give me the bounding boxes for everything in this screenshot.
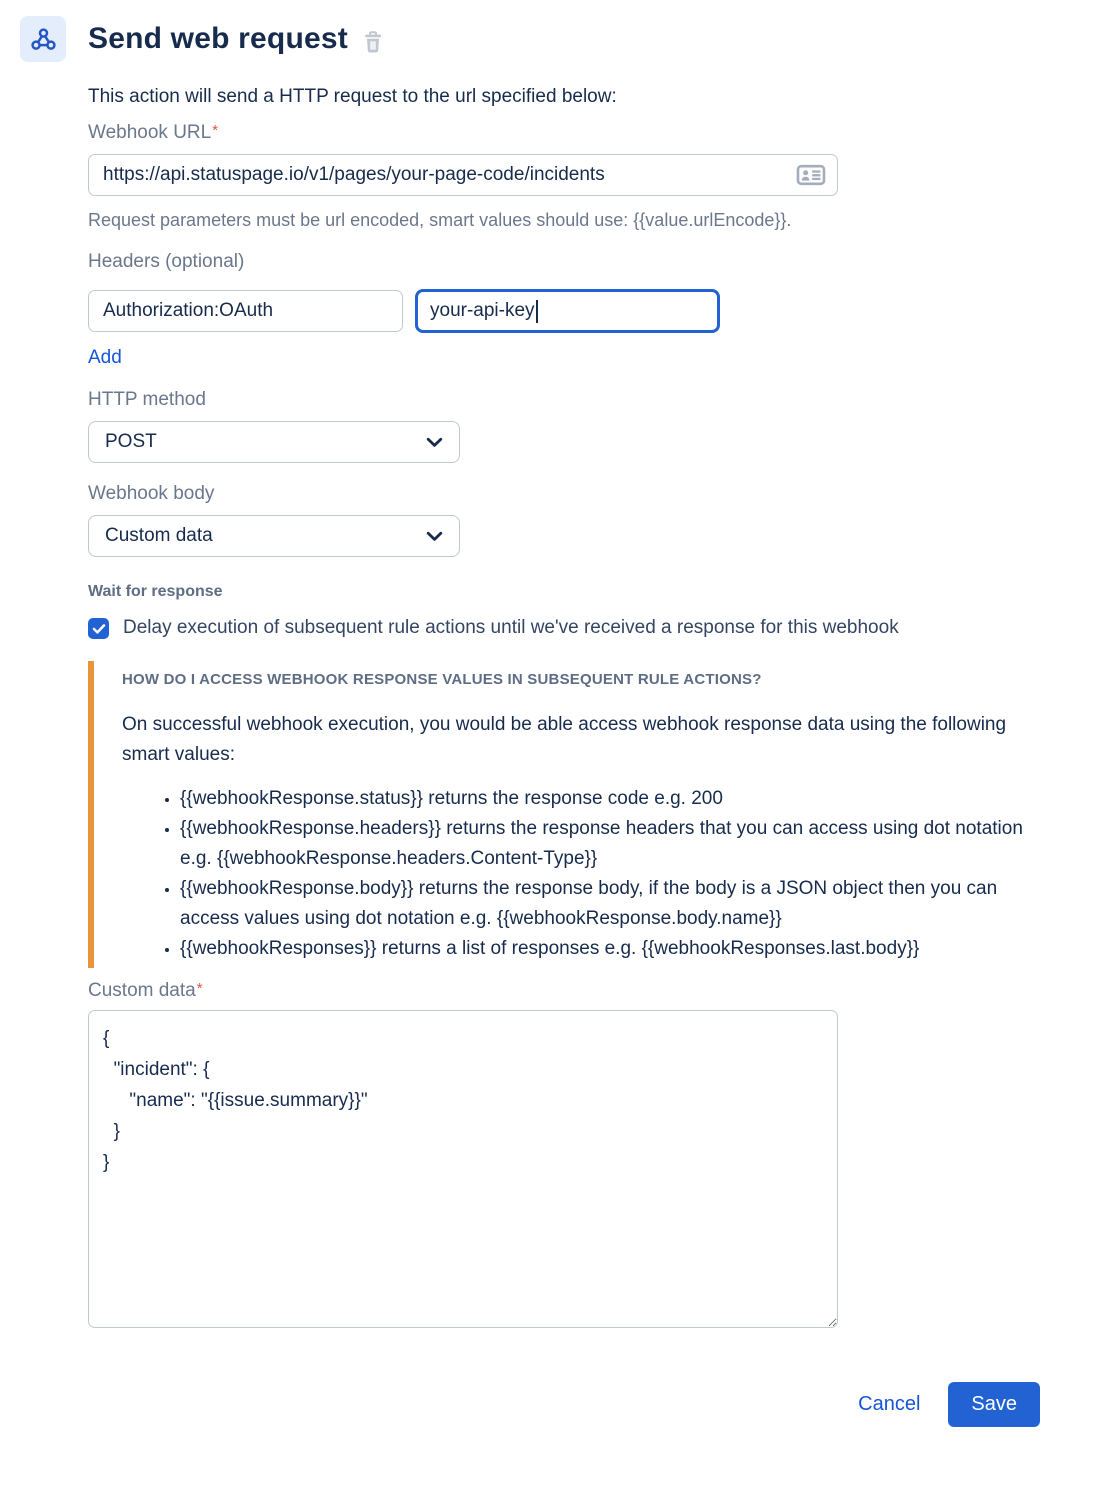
webhook-body-select[interactable] (88, 515, 460, 557)
list-item: • {{webhookResponse.body}} returns the response body, if the body is a JSON object then you can access values using dot notation e.g. {{webhookResponse.body.name}} (180, 874, 1045, 934)
webhook-response-info-panel (88, 661, 1063, 968)
webhook-url-help: Request parameters must be url encoded, smart values should use: {{value.urlEncode}}. (88, 210, 792, 230)
header-key-input[interactable] (88, 290, 403, 332)
add-header-link[interactable]: Add (88, 347, 122, 368)
wait-for-response-label: Wait for response (88, 583, 223, 600)
form-footer (88, 1382, 1040, 1427)
webhook-icon (30, 26, 57, 53)
required-asterisk: * (196, 980, 203, 997)
delete-action-button[interactable] (362, 30, 384, 54)
chevron-down-icon (426, 437, 443, 448)
action-description: This action will send a HTTP request to the url specified below: (88, 86, 617, 107)
info-panel-body: On successful webhook execution, you would be able access webhook response data using the following smart values: (122, 714, 1007, 765)
webhook-body-selected-value: Custom data (105, 525, 213, 546)
webhook-action-icon (20, 16, 66, 62)
smart-value-picker-button[interactable] (796, 163, 826, 187)
http-method-select[interactable] (88, 421, 460, 463)
webhook-body-label: Webhook body (88, 483, 215, 504)
header-value-input[interactable] (415, 289, 720, 333)
text-cursor (536, 300, 538, 323)
custom-data-textarea[interactable] (88, 1010, 838, 1328)
cancel-button[interactable]: Cancel (858, 1393, 921, 1415)
action-header (20, 16, 1098, 62)
page-title: Send web request (88, 22, 348, 55)
chevron-down-icon (426, 531, 443, 542)
required-asterisk: * (212, 122, 219, 139)
contact-card-icon (796, 163, 826, 187)
http-method-label: HTTP method (88, 389, 206, 410)
list-item: • {{webhookResponse.headers}} returns the response headers that you can access using dot notation e.g. {{webhookResponse.headers.Content-Type}} (180, 814, 1045, 874)
webhook-url-label: Webhook URL* (88, 122, 219, 143)
webhook-url-field (88, 154, 838, 196)
smart-values-list (122, 784, 1047, 964)
trash-icon (362, 30, 384, 54)
header-value-text: your-api-key (430, 300, 535, 321)
list-item: • {{webhookResponses}} returns a list of responses e.g. {{webhookResponses.last.body}} (180, 934, 1045, 964)
custom-data-label: Custom data* (88, 980, 203, 1001)
header-row (88, 289, 1098, 333)
info-panel-heading: HOW DO I ACCESS WEBHOOK RESPONSE VALUES IN SUBSEQUENT RULE ACTIONS? (122, 671, 762, 688)
delay-execution-option (88, 613, 1098, 643)
save-button[interactable]: Save (948, 1382, 1040, 1427)
headers-label: Headers (optional) (88, 251, 245, 272)
check-icon (92, 623, 106, 635)
delay-execution-checkbox-label: Delay execution of subsequent rule actions until we've received a response for this webhook (123, 617, 899, 638)
list-item: • {{webhookResponse.status}} returns the response code e.g. 200 (180, 784, 1045, 814)
delay-execution-checkbox[interactable] (88, 618, 109, 639)
http-method-selected-value: POST (105, 431, 157, 452)
webhook-url-input[interactable] (88, 154, 838, 196)
